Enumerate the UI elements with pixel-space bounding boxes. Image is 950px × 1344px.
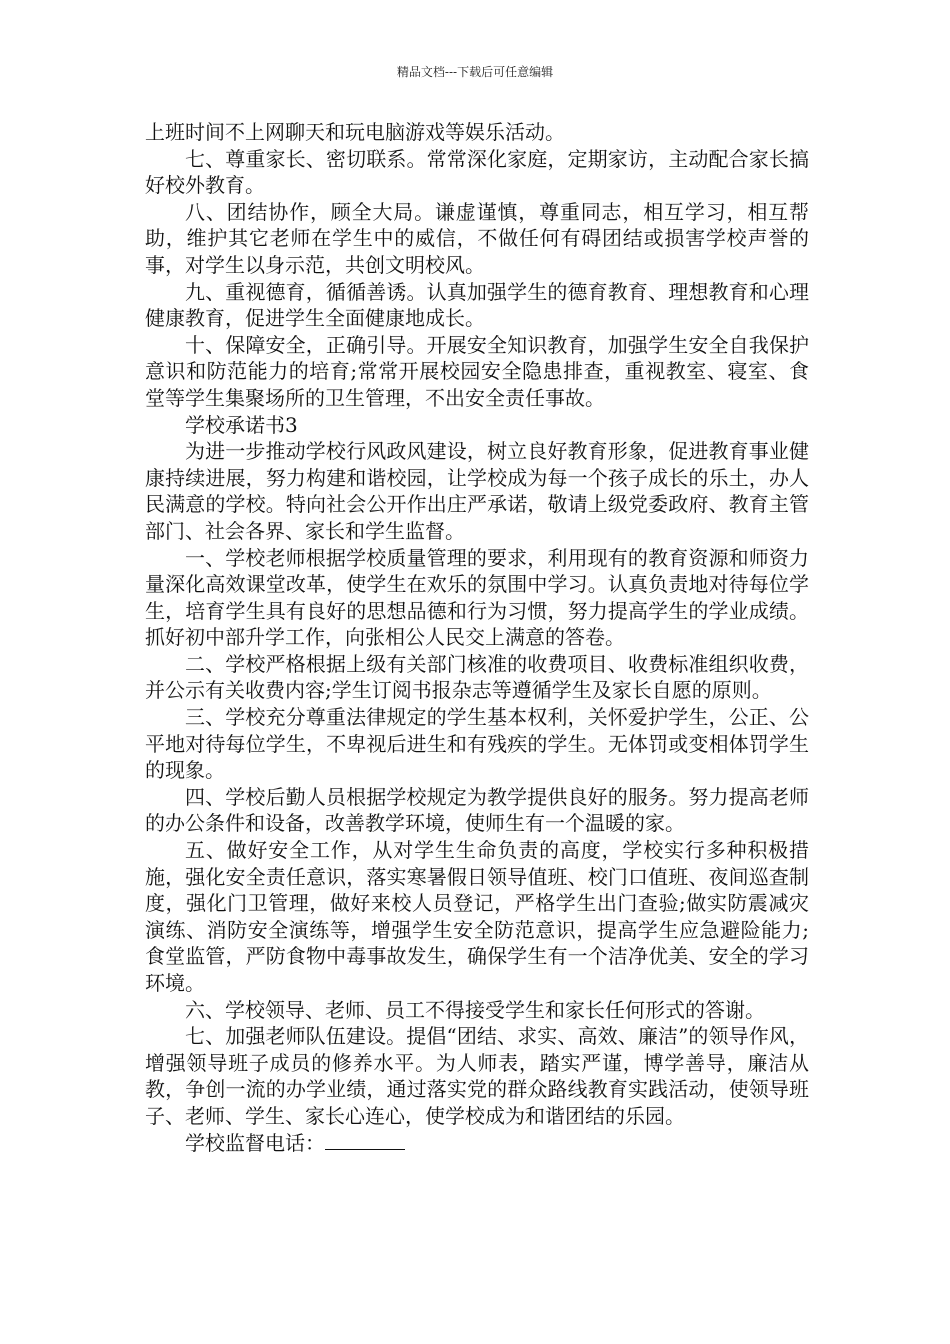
paragraph-pledge-6: 六、学校领导、老师、员工不得接受学生和家长任何形式的答谢。 xyxy=(185,997,765,1022)
paragraph-item-8-unity: 八、团结协作，顾全大局。谦虚谨慎，尊重同志，相互学习，相互帮助，维护其它老师在学生中的威信，不做任何有碍团结或损害学校声誉的事，对学生以身示范，共创文明校风。 xyxy=(145,199,809,277)
paragraph-pledge-3: 三、学校充分尊重法律规定的学生基本权利，关怀爱护学生，公正、公平地对待每位学生，不卑视后进生和有残疾的学生。无体罚或变相体罚学生的现象。 xyxy=(145,705,809,783)
paragraph-pledge-2: 二、学校严格根据上级有关部门核准的收费项目、收费标准组织收费，并公示有关收费内容;学生订阅书报杂志等遵循学生及家长自愿的原则。 xyxy=(145,651,809,703)
paragraph-item-10-safety: 十、保障安全，正确引导。开展安全知识教育，加强学生安全自我保护意识和防范能力的培育;常常开展校园安全隐患排查，重视教室、寝室、食堂等学生集聚场所的卫生管理，不出安全责任事故。 xyxy=(145,332,809,410)
paragraph-intro: 为进一步推动学校行风政风建设，树立良好教育形象，促进教育事业健康持续进展，努力构建和谐校园，让学校成为每一个孩子成长的乐土，办人民满意的学校。特向社会公开作出庄严承诺，敬请上级党委政府、教育主管部门、社会各界、家长和学生监督。 xyxy=(145,439,809,543)
paragraph-item-9-moral-education: 九、重视德育，循循善诱。认真加强学生的德育教育、理想教育和心理健康教育，促进学生全面健康地成长。 xyxy=(145,279,809,331)
phone-line xyxy=(145,1130,809,1157)
paragraph-pledge-5: 五、做好安全工作，从对学生生命负责的高度，学校实行多种积极措施，强化安全责任意识，落实寒暑假日领导值班、校门口值班、夜间巡查制度，强化门卫管理，做好来校人员登记，严格学生出门查验;做实防震减灾演练、消防安全演练等，增强学生安全防范意识，提高学生应急避险能力;食堂监管，严防食物中毒事故发生，确保学生有一个洁净优美、安全的学习环境。 xyxy=(145,838,809,995)
paragraph-item-7-parents: 七、尊重家长、密切联系。常常深化家庭，定期家访，主动配合家长搞好校外教育。 xyxy=(145,146,809,198)
paragraph-pledge-1: 一、学校老师根据学校质量管理的要求，利用现有的教育资源和师资力量深化高效课堂改革，使学生在欢乐的氛围中学习。认真负责地对待每位学生，培育学生具有良好的思想品德和行为习惯，努力提高学生的学业成绩。抓好初中部升学工作，向张相公人民交上满意的答卷。 xyxy=(145,545,809,650)
paragraph-pledge-4: 四、学校后勤人员根据学校规定为教学提供良好的服务。努力提高老师的办公条件和设备，改善教学环境，使师生有一个温暖的家。 xyxy=(145,784,809,836)
paragraph-continuation: 上班时间不上网聊天和玩电脑游戏等娱乐活动。 xyxy=(145,120,565,144)
paragraph-pledge-7: 七、加强老师队伍建设。提倡“团结、求实、高效、廉洁”的领导作风，增强领导班子成员的修养水平。为人师表，踏实严谨，博学善导，廉洁从教，争创一流的办学业绩，通过落实党的群众路线教育实践活动，使领导班子、老师、学生、家长心连心，使学校成为和谐团结的乐园。 xyxy=(145,1024,809,1128)
section-heading: 学校承诺书3 xyxy=(185,412,298,437)
phone-label: 学校监督电话： xyxy=(185,1130,325,1155)
document-body xyxy=(145,119,809,1156)
phone-blank-line xyxy=(325,1131,405,1150)
page-header: 精品文档---下载后可任意编辑 xyxy=(396,65,554,79)
